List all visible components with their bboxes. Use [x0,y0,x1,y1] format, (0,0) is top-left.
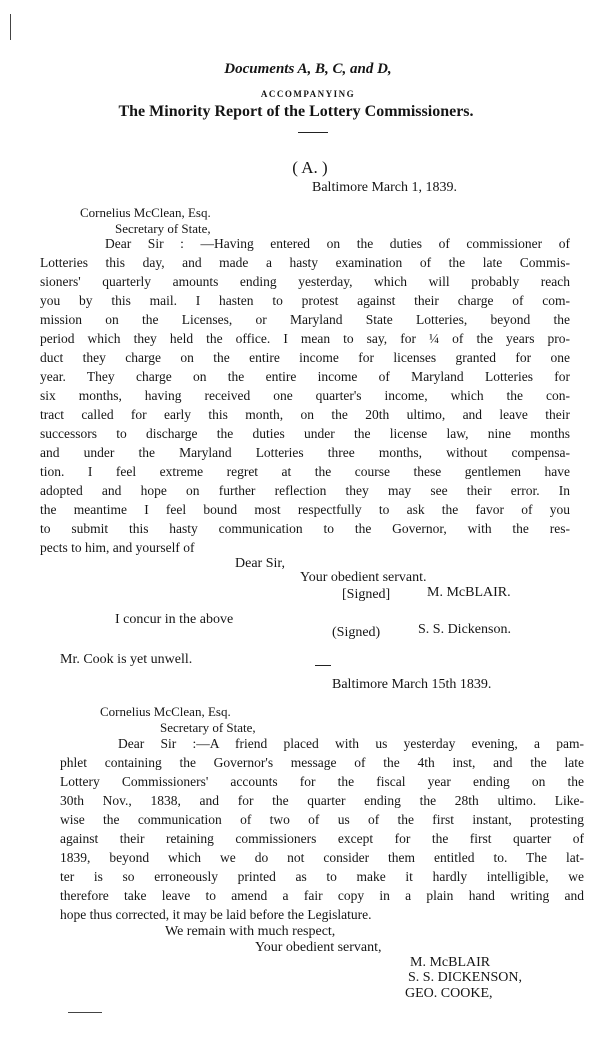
stray-mark [68,1012,102,1013]
letter-b-line: against their retaining commissioners except for the first quarter of [60,831,584,846]
letter-a-line: six months, having received one quarter's income, which the con- [40,388,570,403]
letter-a-line: you by this mail. I hasten to protest against their charge of com- [40,293,570,308]
letter-a-signer-2: S. S. Dickenson. [418,622,511,637]
letter-b-line: wise the communication of two of us of the first instant, protesting [60,812,584,827]
letter-a-line: successors to discharge the duties under the license law, nine months [40,426,570,441]
letter-a-line: to submit this hasty communication to the Governor, with the res- [40,521,570,536]
letter-a-note: Mr. Cook is yet unwell. [60,652,193,667]
letter-a-signed-label-2: (Signed) [332,625,381,640]
letter-a-line: the meantime I feel bound most respectfully to ask the favor of you [40,502,570,517]
letter-b-line: phlet containing the Governor's message of the 4th inst, and the late [60,755,584,770]
letter-a-addressee-title: Secretary of State, [115,221,211,236]
letter-a-concur: I concur in the above [115,612,234,627]
letter-separator [315,665,331,666]
letter-a-dateline: Baltimore March 1, 1839. [312,180,458,195]
letter-a-line: tion. I feel extreme regret at the course these gentlemen have [40,464,570,479]
letter-b-dateline: Baltimore March 15th 1839. [332,677,492,692]
letter-a-line: tract called for early this month, on the 20th ultimo, and leave their [40,407,570,422]
letter-b-addressee: Cornelius McClean, Esq. [100,704,231,719]
letter-a-line: adopted and hope on further reflection they may see their error. In [40,483,570,498]
letter-a-signed-label: [Signed] [342,587,391,602]
accompanying-heading: ACCOMPANYING [260,89,356,99]
letter-b-closing: Your obedient servant, [255,940,382,955]
section-label-a: ( A. ) [292,158,328,177]
letter-b-line: hope thus corrected, it may be laid before the Legislature. [60,907,372,922]
letter-a-line: duct they charge on the entire income for licenses granted for one [40,350,570,365]
letter-a-line: and under the Maryland Lotteries three months, without compensa- [40,445,570,460]
letter-a-line: pects to him, and yourself of [40,540,195,555]
letter-b-signer: GEO. COOKE, [405,986,493,1001]
letter-b-signer: S. S. DICKENSON, [408,970,522,985]
report-title: The Minority Report of the Lottery Commissioners. [118,103,474,120]
letter-a-line: Dear Sir : —Having entered on the duties of commissioner of [105,236,570,251]
letter-a-signer: M. McBLAIR. [427,585,511,600]
letter-b-line: therefore take leave to amend a fair copy in a plain hand writing and [60,888,584,903]
stray-mark [10,14,11,40]
letter-a-addressee: Cornelius McClean, Esq. [80,205,211,220]
letter-a-line: sioners' quarterly amounts ending yesterday, which will probably reach [40,274,570,289]
letter-a-line: year. They charge on the entire income of Maryland Lotteries for [40,369,570,384]
letter-b-line: ter is so erroneously printed as to make it hardly intelligible, we [60,869,584,884]
letter-a-line: Lotteries this day, and made a hasty examination of the late Commis- [40,255,570,270]
letter-b-line: 1839, beyond which we do not consider them entitled to. The lat- [60,850,584,865]
letter-b-signer: M. McBLAIR [410,955,491,970]
letter-a-closing: Your obedient servant. [300,570,427,585]
letter-b-line: 30th Nov., 1838, and for the quarter ending the 28th ultimo. Like- [60,793,584,808]
documents-heading: Documents A, B, C, and D, [224,61,392,77]
letter-a-line: mission on the Licenses, or Maryland State Lotteries, beyond the [40,312,570,327]
letter-b-addressee-title: Secretary of State, [160,720,256,735]
title-rule [298,132,328,133]
letter-b-remain: We remain with much respect, [165,924,336,939]
letter-b-line: Dear Sir :—A friend placed with us yesterday evening, a pam- [118,736,584,751]
letter-a-salutation-close: Dear Sir, [235,556,285,571]
letter-a-line: period which they held the office. I mean to say, for ¼ of the years pro- [40,331,570,346]
letter-b-line: Lottery Commissioners' accounts for the fiscal year ending on the [60,774,584,789]
